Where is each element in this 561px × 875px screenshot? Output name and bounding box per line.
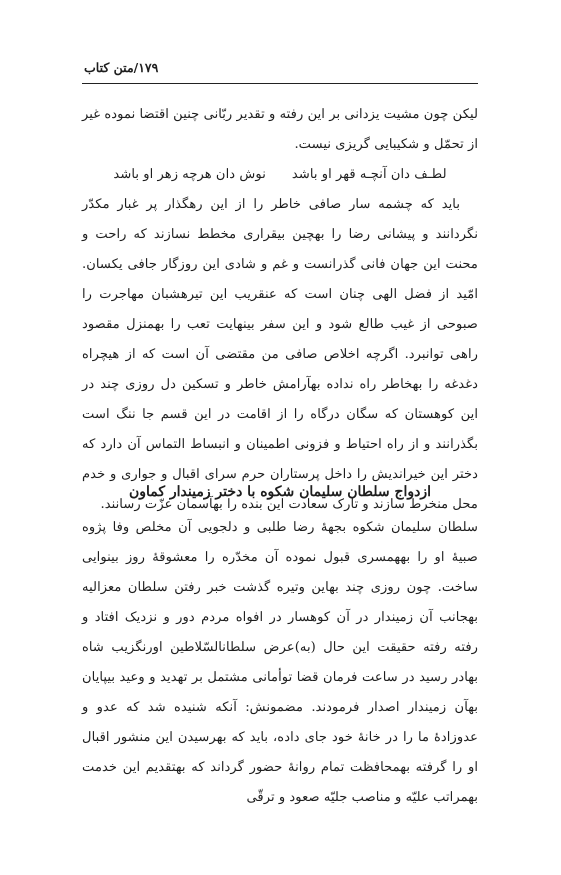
section-heading: ازدواج سلطان سلیمان شکوه با دختر زمیندار کماون bbox=[128, 484, 432, 500]
verse-hemistich-first: لطـف دان آنچـه قهر او باشد bbox=[291, 167, 447, 182]
section-paragraph: سلطان سلیمان شکوه بجهۀ رضا طلبی و دلجویی آن مخلص وفا پژوه صبیۀ او را بههمسری قبول نموده آن مخدّره را معشوقۀ روز بینوایی ساخت. چون روزی چند بهاین وتیره گذشت خبر رفتن سلطان معزالیه بهجانب آن زمیندار در آن کوهسار در افواه مردم دور و نزدیک افتاد و رفته رفته حقیقت این حال (به)عرض سلطانالسّلاطین اورنگزیب شاه بهادر رسید در ساعت فرمان قضا توأمانی مشتمل بر تهدید و وعید بیپایان بهآن زمیندار اصدار فرمودند. مضمونش: آنکه شنیده شد که عدو و عدوزادۀ ما را در خانۀ خود جای داده، باید که بهرسیدن این منشور اقبال او را گرفته بهمحافظت تمام روانۀ حضور گرداند که بهتقدیم این خدمت بهمراتب علیّه و مناصب جلیّه صعود و ترقّی bbox=[82, 520, 478, 805]
body-paragraph: باید که چشمه سار صافی خاطر را از این رهگذار پر غبار مکدّر نگردانند و پیشانی رضا را بهچین بیقراری مخطط نسازند که راحت و محنت این جهان فانی گذرانست و غم و شادی این روزگار جافی یکسان. امّید از فضل الهی چنان است که عنقریب این تیرهشبان مهاجرت را صبوحی از غیب طالع شود و این سفر بینهایت تعب را بهمنزل مقصود راهی توانبرد. اگرچه اخلاص صافی من مقتضی آن است که از هیچراه دغدغه را بهخاطر راه نداده بهآرامش خاطر و تسکین دل روزی چند در این کوهستان که سگان درگاه را از اقامت در این قسم جا ننگ است بگذرانند و از راه احتیاط و فزونی اطمینان و انبساط التماس آن دارد که دختر این خیراندیش را داخل پرستاران حرم سرای اقبال و جواری و خدم محل منخرط سازند و تارک سعادت این بنده را بهآسمان عزّت رسانند. bbox=[82, 197, 478, 512]
header-rule bbox=[82, 83, 478, 84]
section-block bbox=[82, 477, 478, 507]
main-text bbox=[82, 100, 478, 520]
verse-hemistich-second: نوش دان هرچه زهر او باشد bbox=[113, 167, 266, 182]
verse-couplet bbox=[82, 160, 478, 190]
section-text bbox=[82, 513, 478, 813]
intro-paragraph: لیکن چون مشیت یزدانی بر این رفته و تقدیر ربّانی چنین اقتضا نموده غیر از تحمّل و شکیبایی گریزی نیست. bbox=[82, 107, 478, 152]
running-head: ۱۷۹/متن کتاب bbox=[84, 60, 159, 75]
